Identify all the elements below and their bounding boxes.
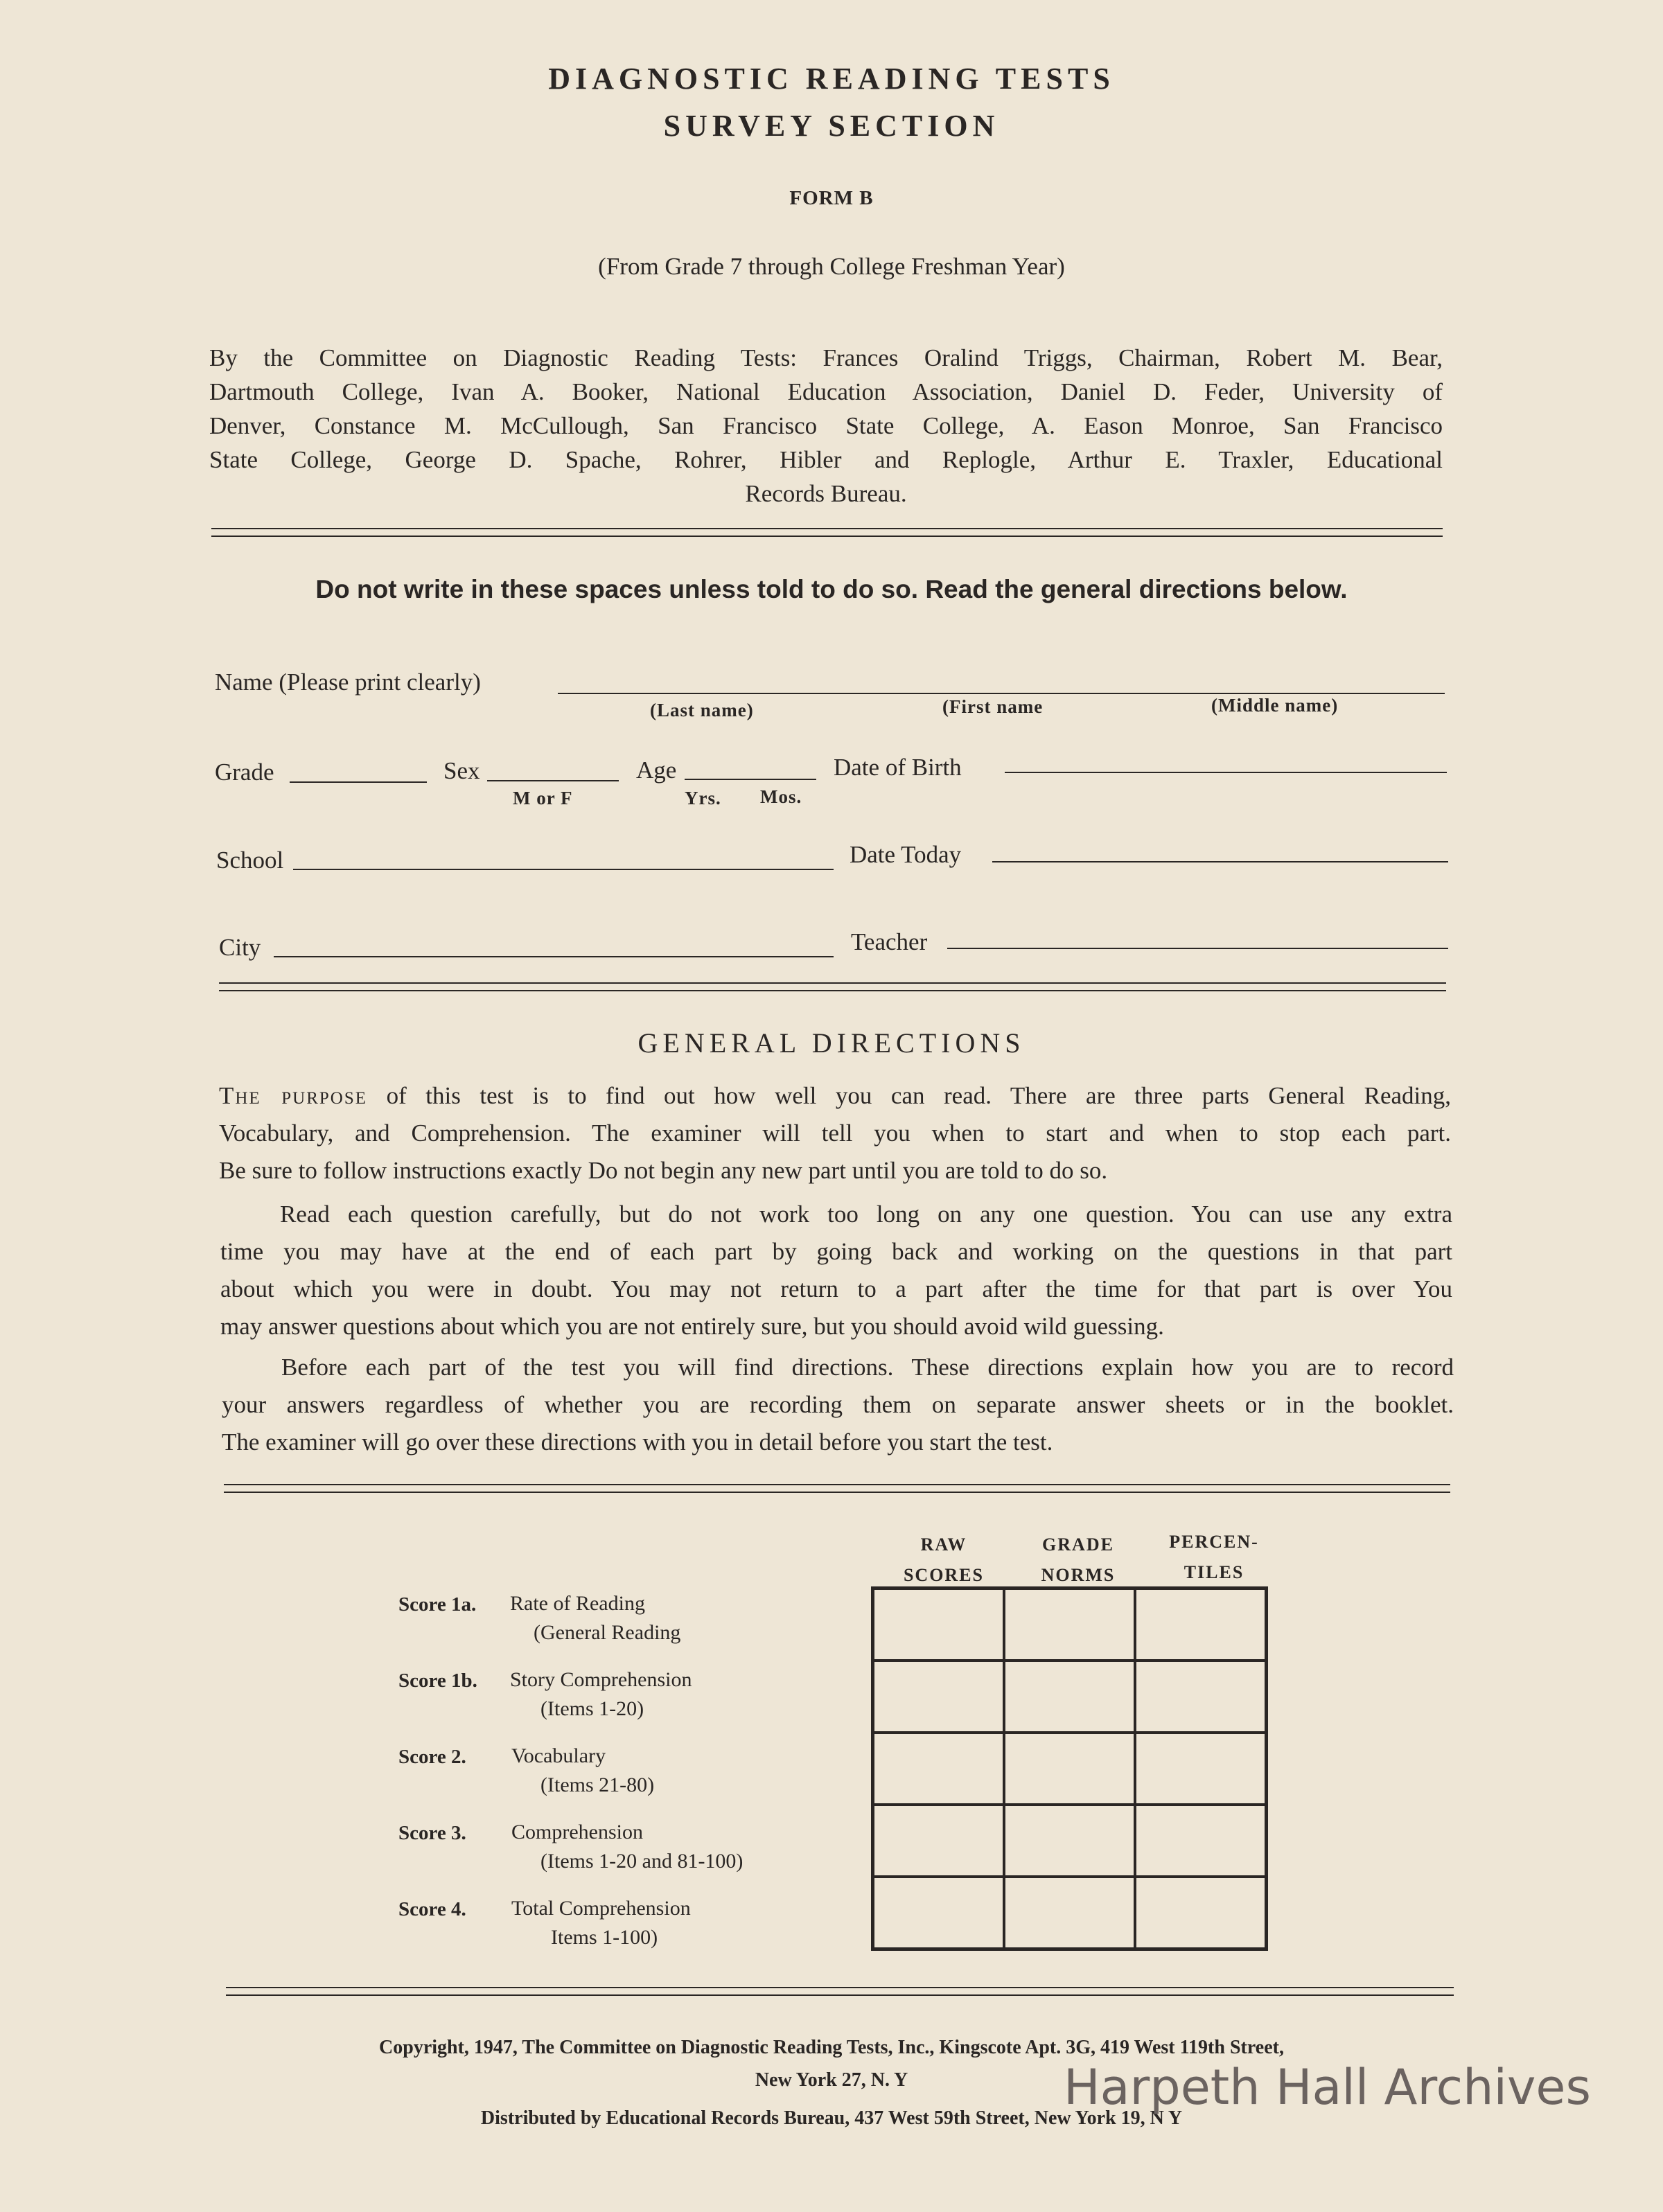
distributor-line: Distributed by Educational Records Bureau, 437 West 59th Street, New York 19, N Y	[480, 2107, 1183, 2129]
column-header-line: RAW	[920, 1534, 967, 1555]
directions-line	[219, 1077, 1451, 1115]
score-number: Score 1b.	[398, 1670, 477, 1692]
percentile-cell[interactable]	[1135, 1589, 1267, 1661]
date-of-birth-label: Date of Birth	[834, 754, 962, 781]
sex-hint: M or F	[513, 788, 573, 808]
score-subtitle: Items 1-100)	[551, 1926, 658, 1949]
copyright-line-1: Copyright, 1947, The Committee on Diagnostic Reading Tests, Inc., Kingscote Apt. 3G, 419 West 119th Street,	[379, 2037, 1284, 2058]
score-title: Story Comprehension	[510, 1668, 692, 1691]
percentile-cell[interactable]	[1135, 1805, 1267, 1877]
score-number: Score 3.	[398, 1822, 466, 1844]
instruction-notice: Do not write in these spaces unless told to do so. Read the general directions below.	[315, 575, 1348, 603]
column-header-line: PERCEN-	[1169, 1532, 1259, 1552]
last-name-hint: (Last name)	[650, 700, 754, 720]
age-input[interactable]	[685, 779, 816, 780]
directions-line: Read each question carefully, but do not work too long on any one question. You can use any extra	[280, 1201, 1452, 1228]
column-header-percentiles	[1145, 1527, 1283, 1588]
column-header-line: SCORES	[903, 1565, 985, 1585]
column-header-grade-norms	[1009, 1530, 1147, 1591]
score-title: Total Comprehension	[511, 1897, 691, 1920]
score-number: Score 1a.	[398, 1593, 477, 1616]
committee-line: State College, George D. Spache, Rohrer, Hibler and Replogle, Arthur E. Traxler, Educational	[209, 446, 1443, 473]
grade-norm-cell[interactable]	[1004, 1661, 1135, 1733]
directions-paragraph-3	[222, 1349, 1454, 1461]
column-header-raw-scores	[874, 1530, 1013, 1591]
column-header-line: NORMS	[1041, 1565, 1116, 1585]
directions-line: Vocabulary, and Comprehension. The examiner will tell you when to start and when to stop each part.	[219, 1120, 1451, 1147]
name-input[interactable]	[558, 693, 1445, 694]
grade-input[interactable]	[290, 781, 427, 783]
school-input[interactable]	[293, 869, 834, 870]
purpose-lead: The purpose	[219, 1082, 368, 1109]
sex-label: Sex	[443, 757, 480, 784]
raw-score-cell[interactable]	[873, 1877, 1005, 1949]
form-label: FORM B	[789, 187, 874, 209]
score-subtitle: (Items 21-80)	[540, 1773, 655, 1796]
directions-paragraph-1	[219, 1077, 1451, 1189]
raw-score-cell[interactable]	[873, 1733, 1005, 1805]
score-grid-row	[873, 1661, 1267, 1733]
middle-name-hint: (Middle name)	[1211, 695, 1339, 716]
score-grid-row	[873, 1877, 1267, 1949]
first-name-hint: (First name	[942, 696, 1044, 717]
column-header-line: GRADE	[1042, 1534, 1114, 1555]
score-title: Rate of Reading	[510, 1592, 645, 1615]
divider	[226, 1987, 1454, 1996]
score-subtitle: (General Reading	[534, 1621, 681, 1644]
score-grid-row	[873, 1805, 1267, 1877]
grade-norm-cell[interactable]	[1004, 1733, 1135, 1805]
grade-norm-cell[interactable]	[1004, 1805, 1135, 1877]
grade-range: (From Grade 7 through College Freshman Year)	[598, 253, 1065, 280]
grade-norm-cell[interactable]	[1004, 1877, 1135, 1949]
date-of-birth-input[interactable]	[1005, 772, 1447, 773]
sex-input[interactable]	[487, 780, 619, 781]
raw-score-cell[interactable]	[873, 1661, 1005, 1733]
directions-line: Before each part of the test you will find directions. These directions explain how you are to record	[281, 1354, 1454, 1381]
score-title: Vocabulary	[511, 1744, 606, 1767]
divider	[211, 528, 1443, 537]
percentile-cell[interactable]	[1135, 1877, 1267, 1949]
years-hint: Yrs.	[685, 788, 721, 808]
directions-line: your answers regardless of whether you are recording them on separate answer sheets or in the booklet.	[222, 1391, 1454, 1418]
directions-text: of this test is to find out how well you can read. There are three parts General Reading,	[386, 1082, 1452, 1109]
directions-line: The examiner will go over these directions with you in detail before you start the test.	[222, 1428, 1053, 1456]
raw-score-cell[interactable]	[873, 1589, 1005, 1661]
divider	[224, 1484, 1450, 1493]
score-title: Comprehension	[511, 1821, 643, 1843]
score-grid	[871, 1586, 1268, 1951]
percentile-cell[interactable]	[1135, 1661, 1267, 1733]
score-grid-row	[873, 1589, 1267, 1661]
column-header-line: TILES	[1184, 1562, 1244, 1582]
grade-norm-cell[interactable]	[1004, 1589, 1135, 1661]
months-hint: Mos.	[760, 786, 802, 807]
score-grid-row	[873, 1733, 1267, 1805]
archive-watermark: Harpeth Hall Archives	[1064, 2059, 1591, 2116]
title-line-2: SURVEY SECTION	[663, 109, 1000, 143]
directions-paragraph-2	[220, 1196, 1452, 1345]
committee-line: By the Committee on Diagnostic Reading Tests: Frances Oralind Triggs, Chairman, Robert M. Bear,	[209, 344, 1443, 371]
directions-line: time you may have at the end of each part by going back and working on the questions in that part	[220, 1238, 1452, 1265]
name-label: Name (Please print clearly)	[215, 669, 481, 696]
score-number: Score 2.	[398, 1746, 466, 1768]
committee-paragraph	[209, 341, 1443, 511]
percentile-cell[interactable]	[1135, 1733, 1267, 1805]
date-today-label: Date Today	[850, 841, 962, 868]
score-subtitle: (Items 1-20 and 81-100)	[540, 1850, 743, 1873]
committee-line: Denver, Constance M. McCullough, San Francisco State College, A. Eason Monroe, San Francisco	[209, 412, 1443, 439]
committee-line: Dartmouth College, Ivan A. Booker, National Education Association, Daniel D. Feder, University of	[209, 378, 1443, 405]
copyright-line-2: New York 27, N. Y	[755, 2069, 908, 2091]
city-input[interactable]	[274, 956, 834, 957]
committee-line: Records Bureau.	[745, 480, 907, 507]
directions-heading: GENERAL DIRECTIONS	[637, 1027, 1026, 1059]
grade-label: Grade	[215, 759, 274, 786]
teacher-label: Teacher	[851, 928, 928, 955]
directions-line: about which you were in doubt. You may not return to a part after the time for that part is over You	[220, 1275, 1452, 1302]
city-label: City	[219, 934, 261, 961]
teacher-input[interactable]	[947, 948, 1448, 949]
directions-line: Be sure to follow instructions exactly Do not begin any new part until you are told to do so.	[219, 1157, 1108, 1184]
divider	[219, 982, 1446, 991]
score-number: Score 4.	[398, 1898, 466, 1920]
age-label: Age	[636, 756, 677, 784]
directions-line: may answer questions about which you are not entirely sure, but you should avoid wild guessing.	[220, 1313, 1164, 1340]
school-label: School	[216, 847, 284, 874]
raw-score-cell[interactable]	[873, 1805, 1005, 1877]
date-today-input[interactable]	[992, 861, 1448, 862]
title-line-1: DIAGNOSTIC READING TESTS	[548, 62, 1115, 96]
score-subtitle: (Items 1-20)	[540, 1697, 644, 1720]
